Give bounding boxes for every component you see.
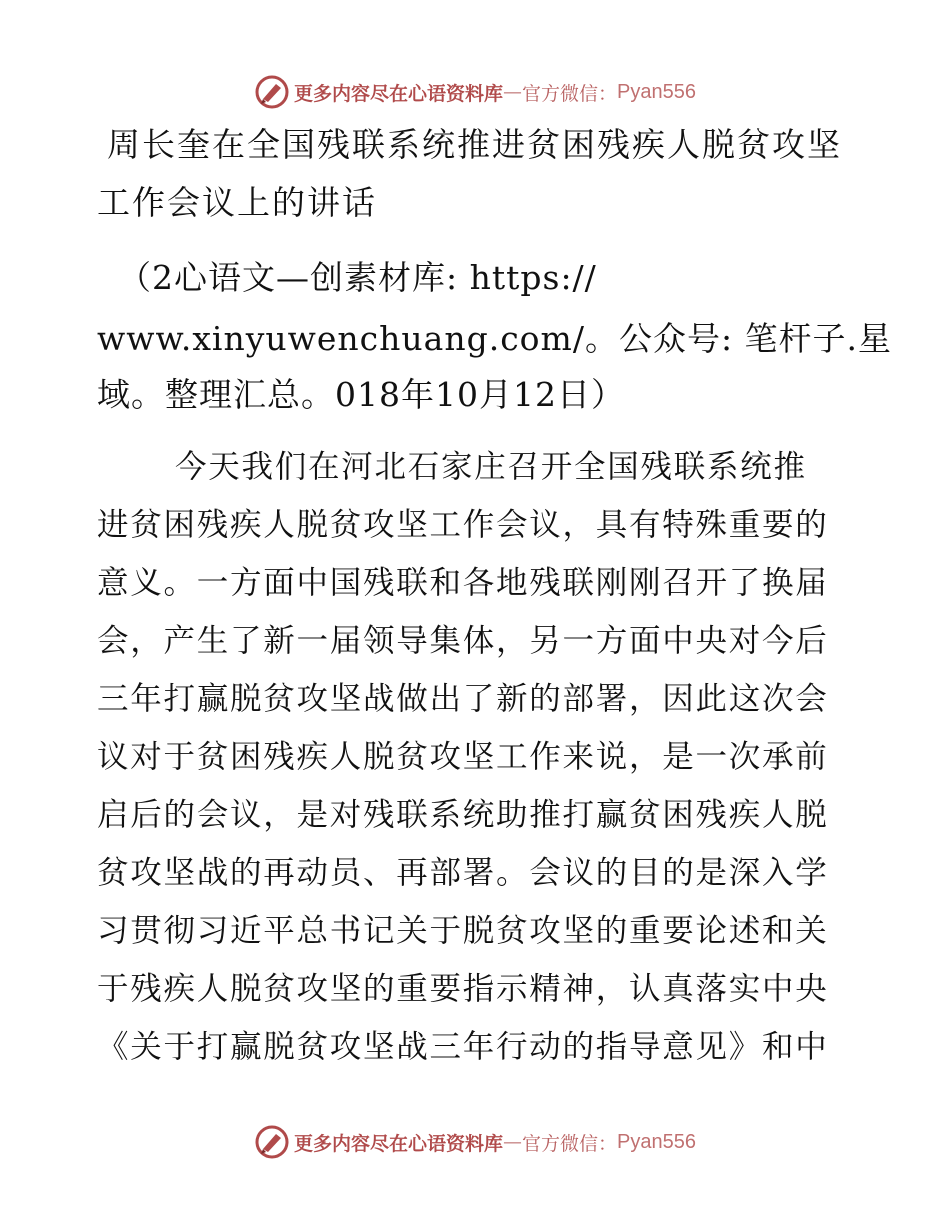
- source-note-line: （2心语文—创素材库: https://: [118, 258, 597, 297]
- watermark-label: 官方微信：: [522, 82, 618, 105]
- paragraph-line: 习贯彻习近平总书记关于脱贫攻坚的重要论述和关: [97, 913, 829, 949]
- paragraph-line: 会，产生了新一届领导集体，另一方面中央对今后: [97, 623, 829, 659]
- watermark-handle: Pyan556: [617, 1130, 696, 1153]
- paragraph-line: 《关于打赢脱贫攻坚战三年行动的指导意见》和中: [97, 1029, 829, 1065]
- pen-logo-icon: [254, 1124, 290, 1160]
- watermark-label: 官方微信：: [522, 1132, 618, 1155]
- paragraph-line: 议对于贫困残疾人脱贫攻坚工作来说，是一次承前: [97, 739, 829, 775]
- paragraph-line: 贫攻坚战的再动员、再部署。会议的目的是深入学: [97, 855, 829, 891]
- paragraph-line: 进贫困残疾人脱贫攻坚工作会议，具有特殊重要的: [97, 507, 829, 543]
- watermark-separator: —: [503, 1131, 523, 1153]
- paragraph-line: 于残疾人脱贫攻坚的重要指示精神，认真落实中央: [97, 971, 829, 1007]
- watermark-brand: 更多内容尽在心语资料库: [294, 1132, 504, 1155]
- paragraph-line: 意义。一方面中国残联和各地残联刚刚召开了换届: [97, 565, 829, 601]
- document-title-line: 周长奎在全国残联系统推进贫困残疾人脱贫攻坚: [107, 125, 842, 164]
- watermark-banner-top: [0, 70, 950, 114]
- paragraph-line: 启后的会议，是对残联系统助推打赢贫困残疾人脱: [97, 797, 829, 833]
- watermark-banner-bottom: [0, 1120, 950, 1164]
- source-note-line: 域。整理汇总。018年10月12日）: [97, 375, 625, 414]
- watermark-separator: —: [503, 81, 523, 103]
- paragraph-line: 今天我们在河北石家庄召开全国残联系统推: [175, 449, 807, 485]
- pen-logo-icon: [254, 74, 290, 110]
- paragraph-line: 三年打赢脱贫攻坚战做出了新的部署，因此这次会: [97, 681, 829, 717]
- watermark-brand: 更多内容尽在心语资料库: [294, 82, 504, 105]
- source-note-line: www.xinyuwenchuang.com/。公众号: 笔杆子.星: [97, 319, 893, 358]
- document-title-line: 工作会议上的讲话: [97, 183, 377, 222]
- watermark-handle: Pyan556: [617, 80, 696, 103]
